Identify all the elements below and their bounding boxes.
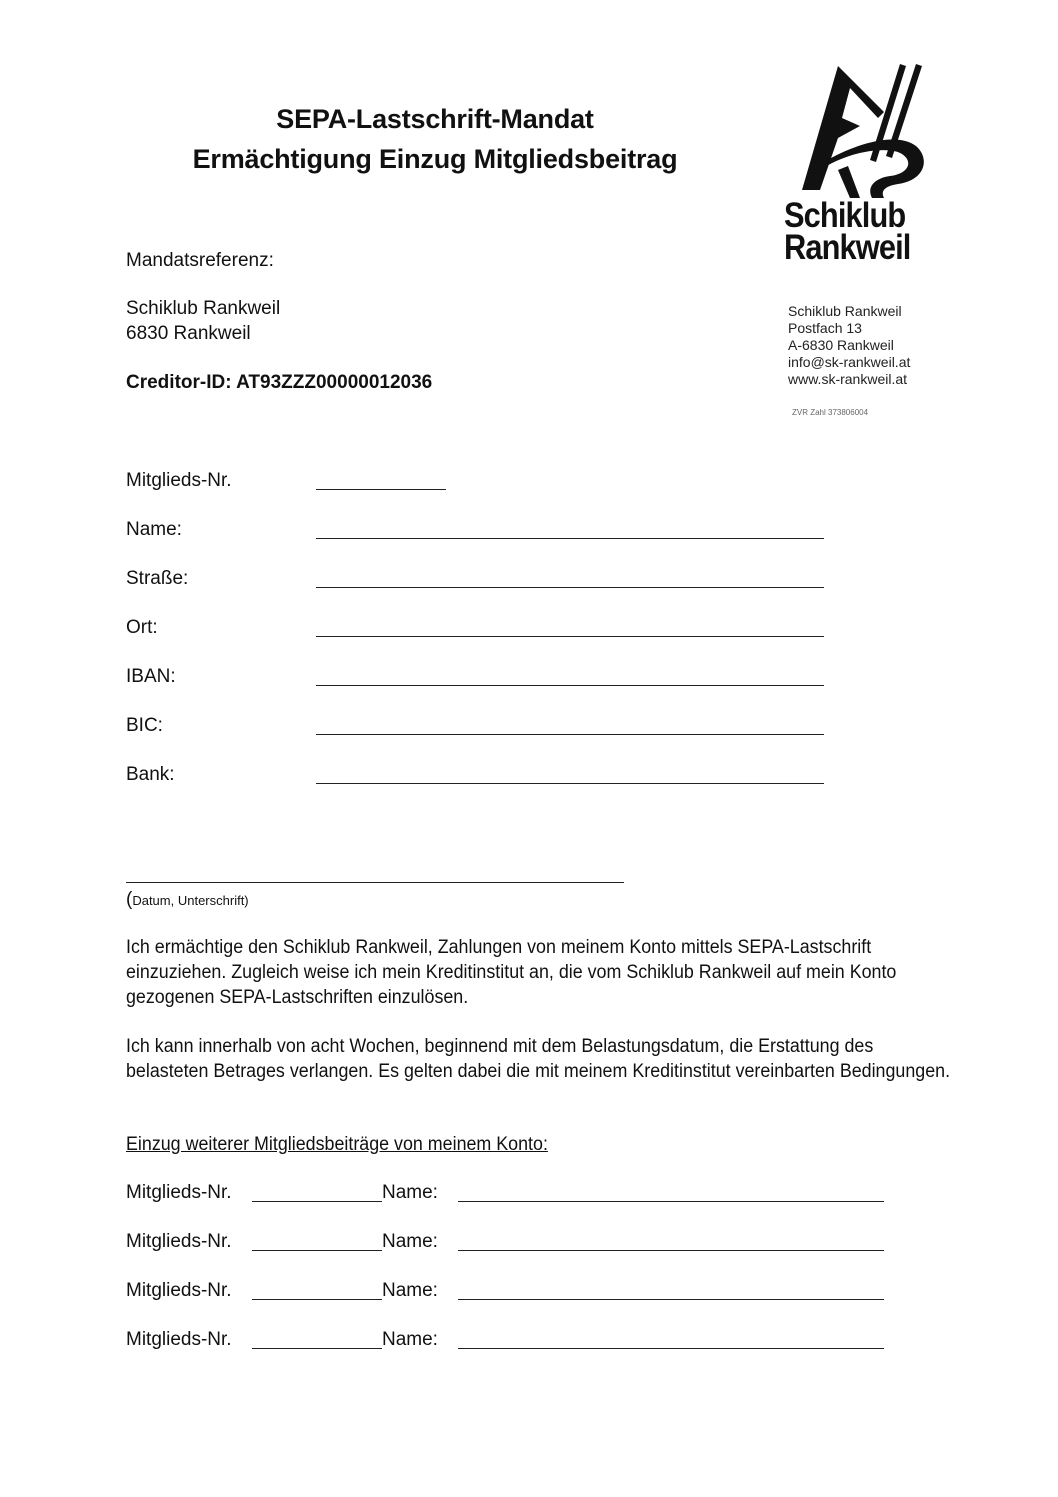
additional-name-label: Name: bbox=[382, 1182, 438, 1203]
document-subtitle: Ermächtigung Einzug Mitgliedsbeitrag bbox=[192, 144, 678, 174]
additional-member-label: Mitglieds-Nr. bbox=[126, 1182, 232, 1203]
logo-text-schiklub: Schiklub bbox=[784, 196, 906, 235]
refund-paragraph: Ich kann innerhalb von acht Wochen, beginnend mit dem Belastungsdatum, die Erstattung des belasteten Betrages verlangen. Es gelten dabei die mit meinem Kreditinstitut vereinbarten Bedingungen. bbox=[126, 1036, 951, 1082]
additional-name-label: Name: bbox=[382, 1329, 438, 1350]
field-label-iban: IBAN: bbox=[126, 666, 176, 687]
field-label-street: Straße: bbox=[126, 568, 189, 589]
signature-line[interactable] bbox=[126, 882, 624, 883]
field-input-bank[interactable] bbox=[316, 783, 824, 784]
additional-member-input[interactable] bbox=[252, 1299, 382, 1300]
additional-member-label: Mitglieds-Nr. bbox=[126, 1329, 232, 1350]
additional-row bbox=[126, 1328, 232, 1352]
authorization-paragraph: Ich ermächtige den Schiklub Rankweil, Zahlungen von meinem Konto mittels SEPA-Lastschrift einzuziehen. Zugleich weise ich mein Kreditinstitut an, die vom Schiklub Rankweil auf mein Konto gezogenen SEPA-Lastschriften einzulösen. bbox=[126, 937, 897, 1008]
additional-name-input[interactable] bbox=[458, 1250, 884, 1251]
address-postbox: Postfach 13 bbox=[788, 320, 862, 336]
field-label-bank: Bank: bbox=[126, 764, 175, 785]
signature-caption-text: Datum, Unterschrift) bbox=[132, 893, 249, 908]
logo-text-rankweil: Rankweil bbox=[784, 228, 911, 267]
signature-caption bbox=[126, 890, 249, 911]
field-input-name[interactable] bbox=[316, 538, 824, 539]
additional-row bbox=[126, 1279, 232, 1303]
additional-name-input[interactable] bbox=[458, 1201, 884, 1202]
additional-name-input[interactable] bbox=[458, 1299, 884, 1300]
field-label-city: Ort: bbox=[126, 617, 158, 638]
field-label-member-number: Mitglieds-Nr. bbox=[126, 470, 232, 491]
additional-name-input[interactable] bbox=[458, 1348, 884, 1349]
mandate-reference-label: Mandatsreferenz: bbox=[126, 250, 274, 271]
field-input-street[interactable] bbox=[316, 587, 824, 588]
additional-row bbox=[126, 1181, 232, 1205]
creditor-id: Creditor-ID: AT93ZZZ00000012036 bbox=[126, 372, 433, 393]
signature-caption-paren: ( bbox=[126, 889, 133, 910]
zvr-number: ZVR Zahl 373806004 bbox=[792, 408, 869, 417]
creditor-city: 6830 Rankweil bbox=[126, 323, 251, 344]
field-input-iban[interactable] bbox=[316, 685, 824, 686]
document-title: SEPA-Lastschrift-Mandat bbox=[276, 104, 594, 134]
additional-member-input[interactable] bbox=[252, 1348, 382, 1349]
field-input-bic[interactable] bbox=[316, 734, 824, 735]
field-input-member-number[interactable] bbox=[316, 489, 446, 490]
field-label-bic: BIC: bbox=[126, 715, 163, 736]
additional-name-label: Name: bbox=[382, 1231, 438, 1252]
address-city: A-6830 Rankweil bbox=[788, 337, 894, 353]
additional-name-label: Name: bbox=[382, 1280, 438, 1301]
creditor-name: Schiklub Rankweil bbox=[126, 298, 281, 319]
address-name: Schiklub Rankweil bbox=[788, 303, 902, 319]
field-label-name: Name: bbox=[126, 519, 182, 540]
additional-member-label: Mitglieds-Nr. bbox=[126, 1231, 232, 1252]
address-website[interactable]: www.sk-rankweil.at bbox=[788, 371, 908, 387]
additional-member-input[interactable] bbox=[252, 1201, 382, 1202]
field-input-city[interactable] bbox=[316, 636, 824, 637]
skier-emblem-icon bbox=[780, 58, 940, 198]
additional-member-input[interactable] bbox=[252, 1250, 382, 1251]
additional-row bbox=[126, 1230, 232, 1254]
additional-members-heading: Einzug weiterer Mitgliedsbeiträge von meinem Konto: bbox=[126, 1134, 548, 1155]
address-email[interactable]: info@sk-rankweil.at bbox=[788, 354, 911, 370]
additional-member-label: Mitglieds-Nr. bbox=[126, 1280, 232, 1301]
